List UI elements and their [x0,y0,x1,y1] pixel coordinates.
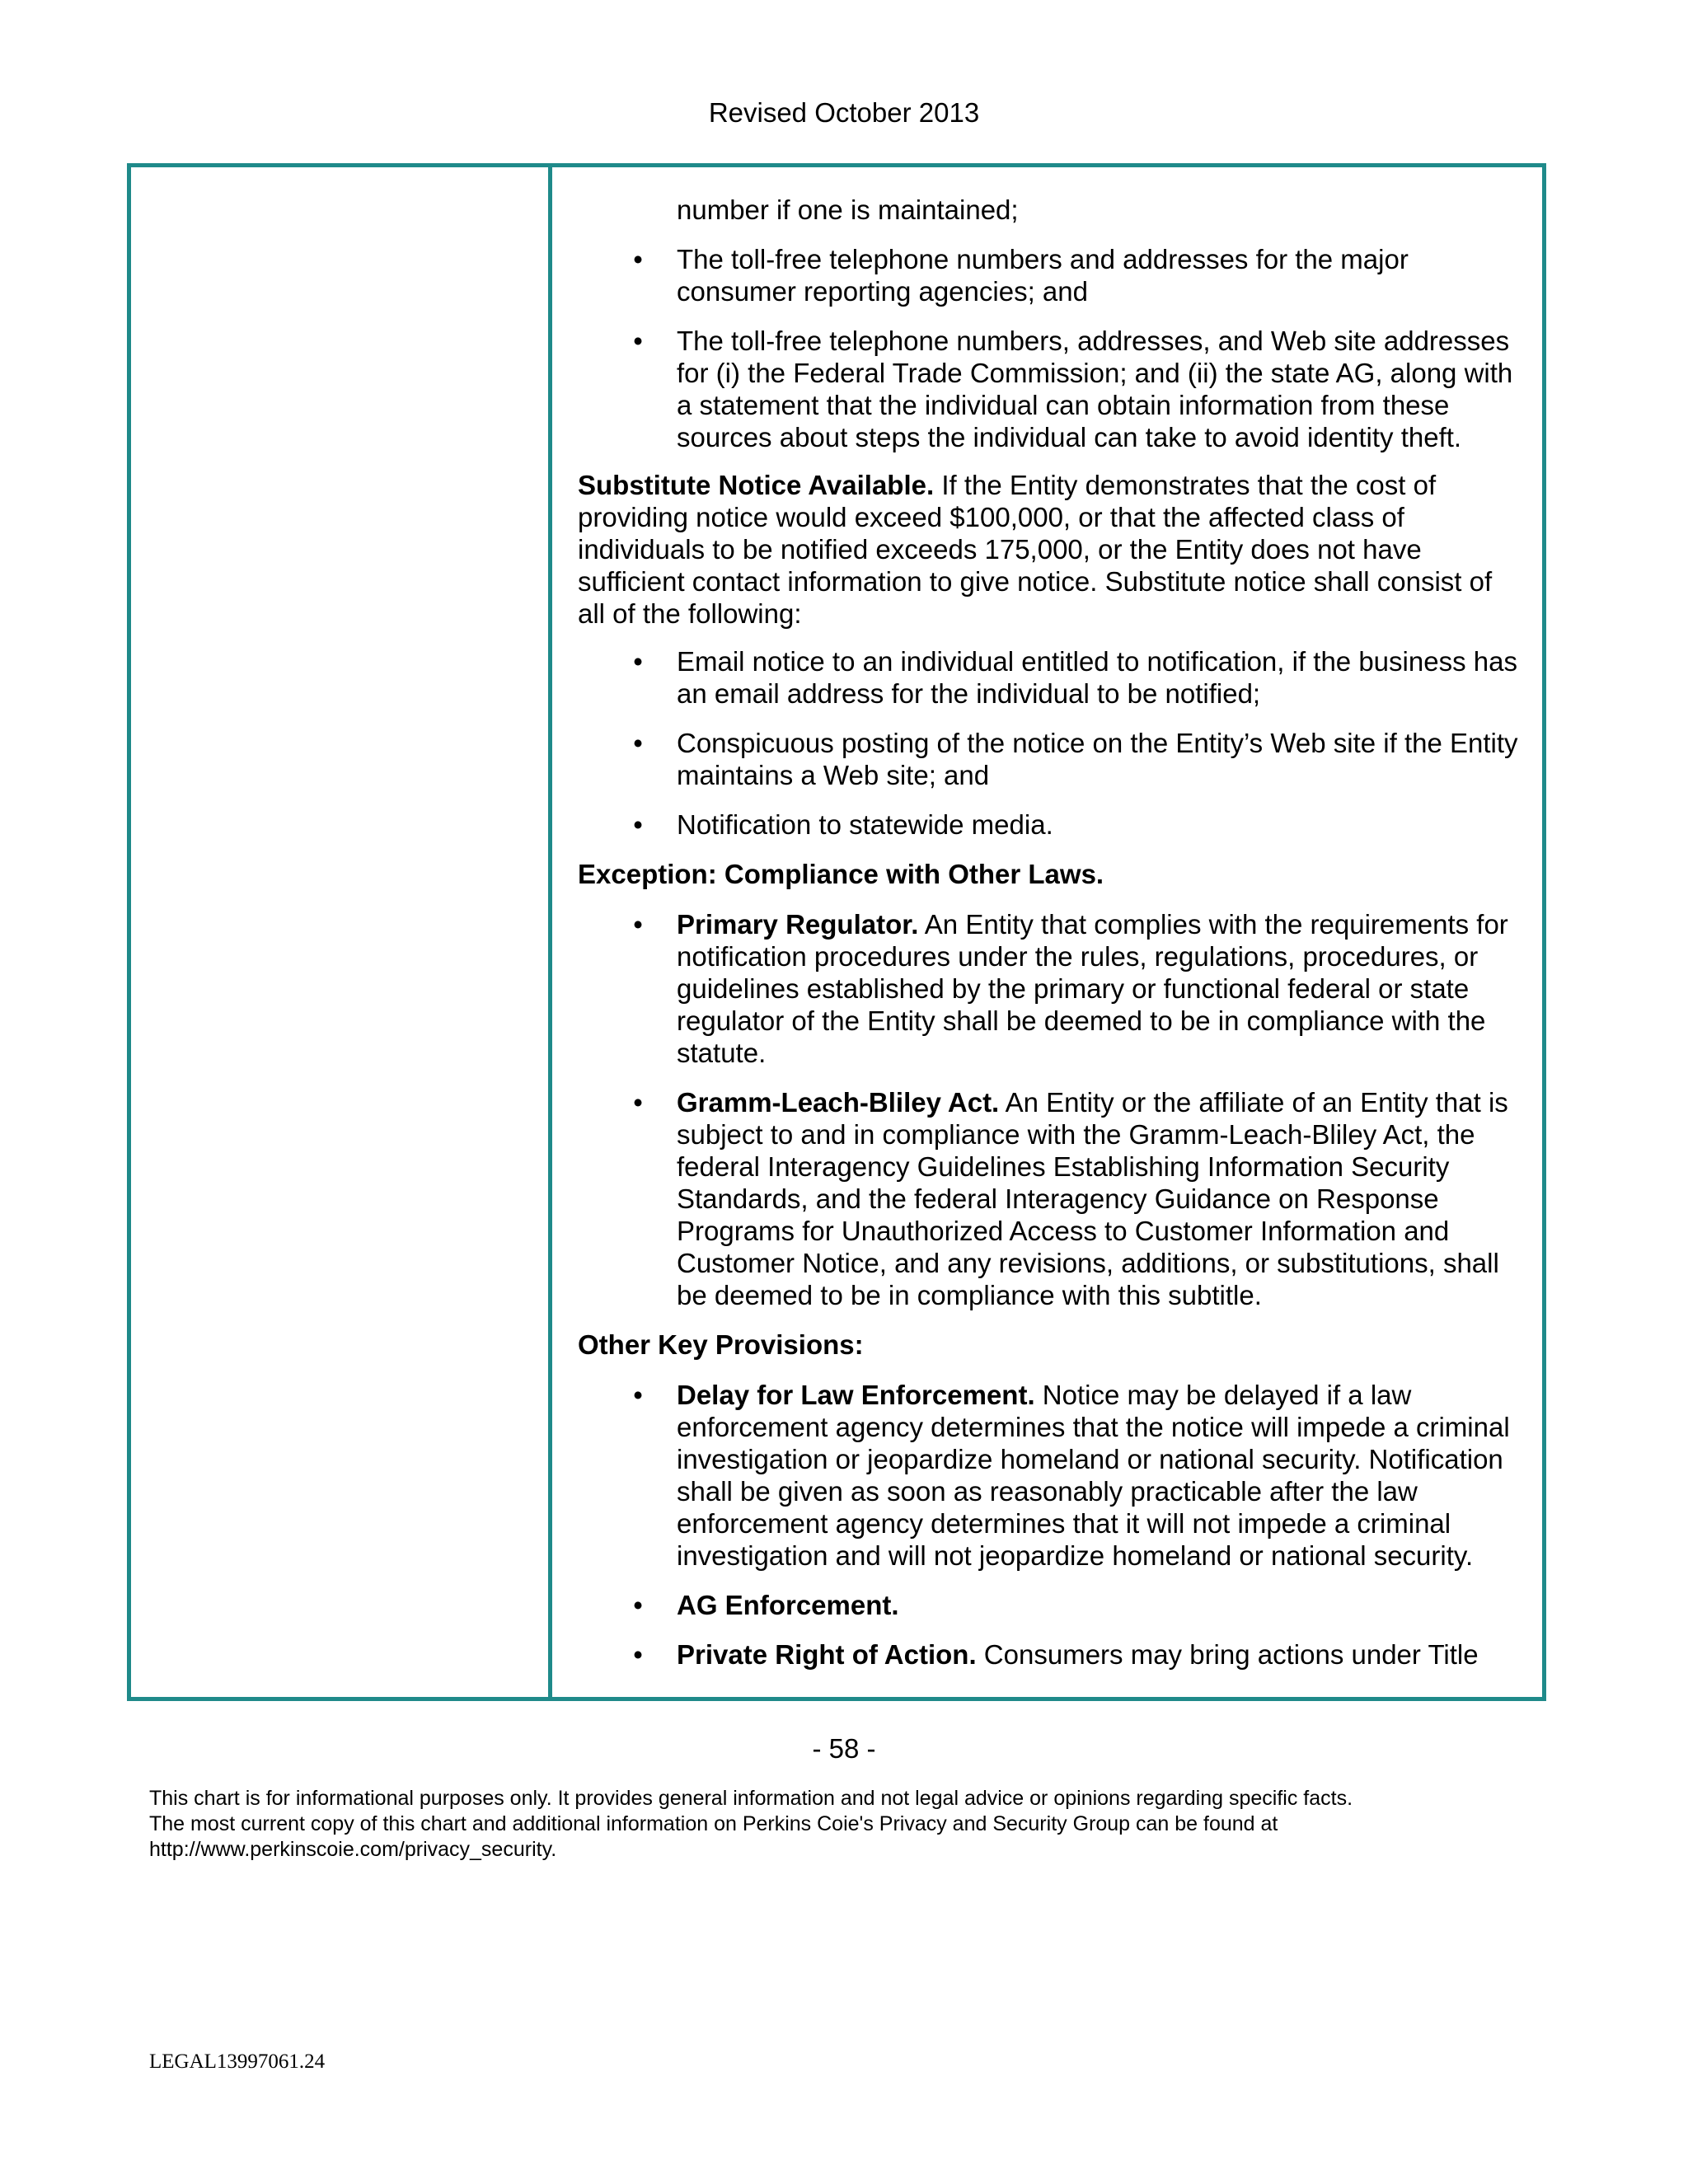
list-item: • The toll-free telephone numbers, addresses, and Web site addresses for (i) the Federal Trade Commission; and (ii) the state AG, along with a statement that the individual can obtain information from these sources about steps the individual can take to avoid identity theft. [578,325,1526,453]
list-item: • The toll-free telephone numbers and addresses for the major consumer reporting agencies; and [578,243,1526,307]
state-law-chart-table [127,163,1546,1701]
bullet-icon: • [633,1639,643,1670]
substitute-notice-heading: Substitute Notice Available. [578,470,935,500]
list-item [578,1589,1526,1621]
private-right-heading: Private Right of Action. [677,1639,977,1670]
bullet-icon: • [633,1087,643,1118]
substitute-notice-list [578,645,1526,841]
bullet-icon: • [633,909,643,940]
list-item: • Conspicuous posting of the notice on the Entity’s Web site if the Entity maintains a Web site; and [578,727,1526,791]
glba-heading: Gramm-Leach-Bliley Act. [677,1087,1000,1118]
page-number: - 58 - [812,1733,876,1764]
state-column-cell [131,167,552,1697]
bullet-icon: • [633,646,643,677]
bullet-icon: • [633,244,643,274]
list-item: • Private Right of Action. Consumers may bring actions under Title [578,1638,1526,1671]
law-enforcement-delay-heading: Delay for Law Enforcement. [677,1380,1035,1410]
bullet-icon: • [633,728,643,758]
primary-regulator-heading: Primary Regulator. [677,909,919,940]
bullet-icon: • [633,326,643,356]
disclaimer-url: http://www.perkinscoie.com/privacy_security. [149,1838,557,1861]
list-item: • Notification to statewide media. [578,808,1526,841]
revised-date-header: Revised October 2013 [708,97,980,128]
list-item: • Email notice to an individual entitled to notification, if the business has an email address for the individual to be notified; [578,645,1526,710]
list-item: • Primary Regulator. An Entity that complies with the requirements for notification procedures under the rules, regulations, procedures, or guidelines established by the primary or functional federal or state regulator of the Entity shall be deemed to be in compliance with the statute. [578,908,1526,1069]
exception-heading: Exception: Compliance with Other Laws. [578,859,1104,889]
bullet-icon: • [633,1590,643,1620]
exception-list [578,908,1526,1311]
substitute-notice-paragraph: Substitute Notice Available. If the Entity demonstrates that the cost of providing notice would exceed $100,000, or that the affected class of individuals to be notified exceeds 175,000, or the Entity does not have sufficient contact information to give notice. Substitute notice shall consist of all of the following: [578,470,1493,629]
bullet-icon: • [633,1380,643,1410]
disclaimer-line: This chart is for informational purposes only. It provides general information and not legal advice or opinions regarding specific facts. [149,1787,1353,1810]
other-provisions-list [578,1379,1526,1671]
list-item: • Delay for Law Enforcement. Notice may be delayed if a law enforcement agency determines that the notice will impede a criminal investigation or jeopardize homeland or national security. Notification shall be given as soon as reasonably practicable after the law enforcement agency determines that it will not impede a criminal investigation and will not jeopardize homeland or national security. [578,1379,1526,1572]
disclaimer-line: The most current copy of this chart and additional information on Perkins Coie's Privacy and Security Group can be found at [149,1812,1278,1835]
ag-enforcement-heading: AG Enforcement. [677,1590,899,1620]
notice-content-list [578,243,1526,453]
bullet-icon: • [633,809,643,840]
list-item: • Gramm-Leach-Bliley Act. An Entity or the affiliate of an Entity that is subject to and in compliance with the Gramm-Leach-Bliley Act, the federal Interagency Guidelines Establishing Information Security Standards, and the federal Interagency Guidance on Response Programs for Unauthorized Access to Customer Information and Customer Notice, and any revisions, additions, or substitutions, shall be deemed to be in compliance with this subtitle. [578,1086,1526,1311]
document-id: LEGAL13997061.24 [149,2050,326,2073]
other-provisions-heading: Other Key Provisions: [578,1329,864,1360]
provisions-column-cell [556,167,1542,1697]
disclaimer [149,1786,1550,1863]
continued-text: number if one is maintained; [677,194,1019,225]
